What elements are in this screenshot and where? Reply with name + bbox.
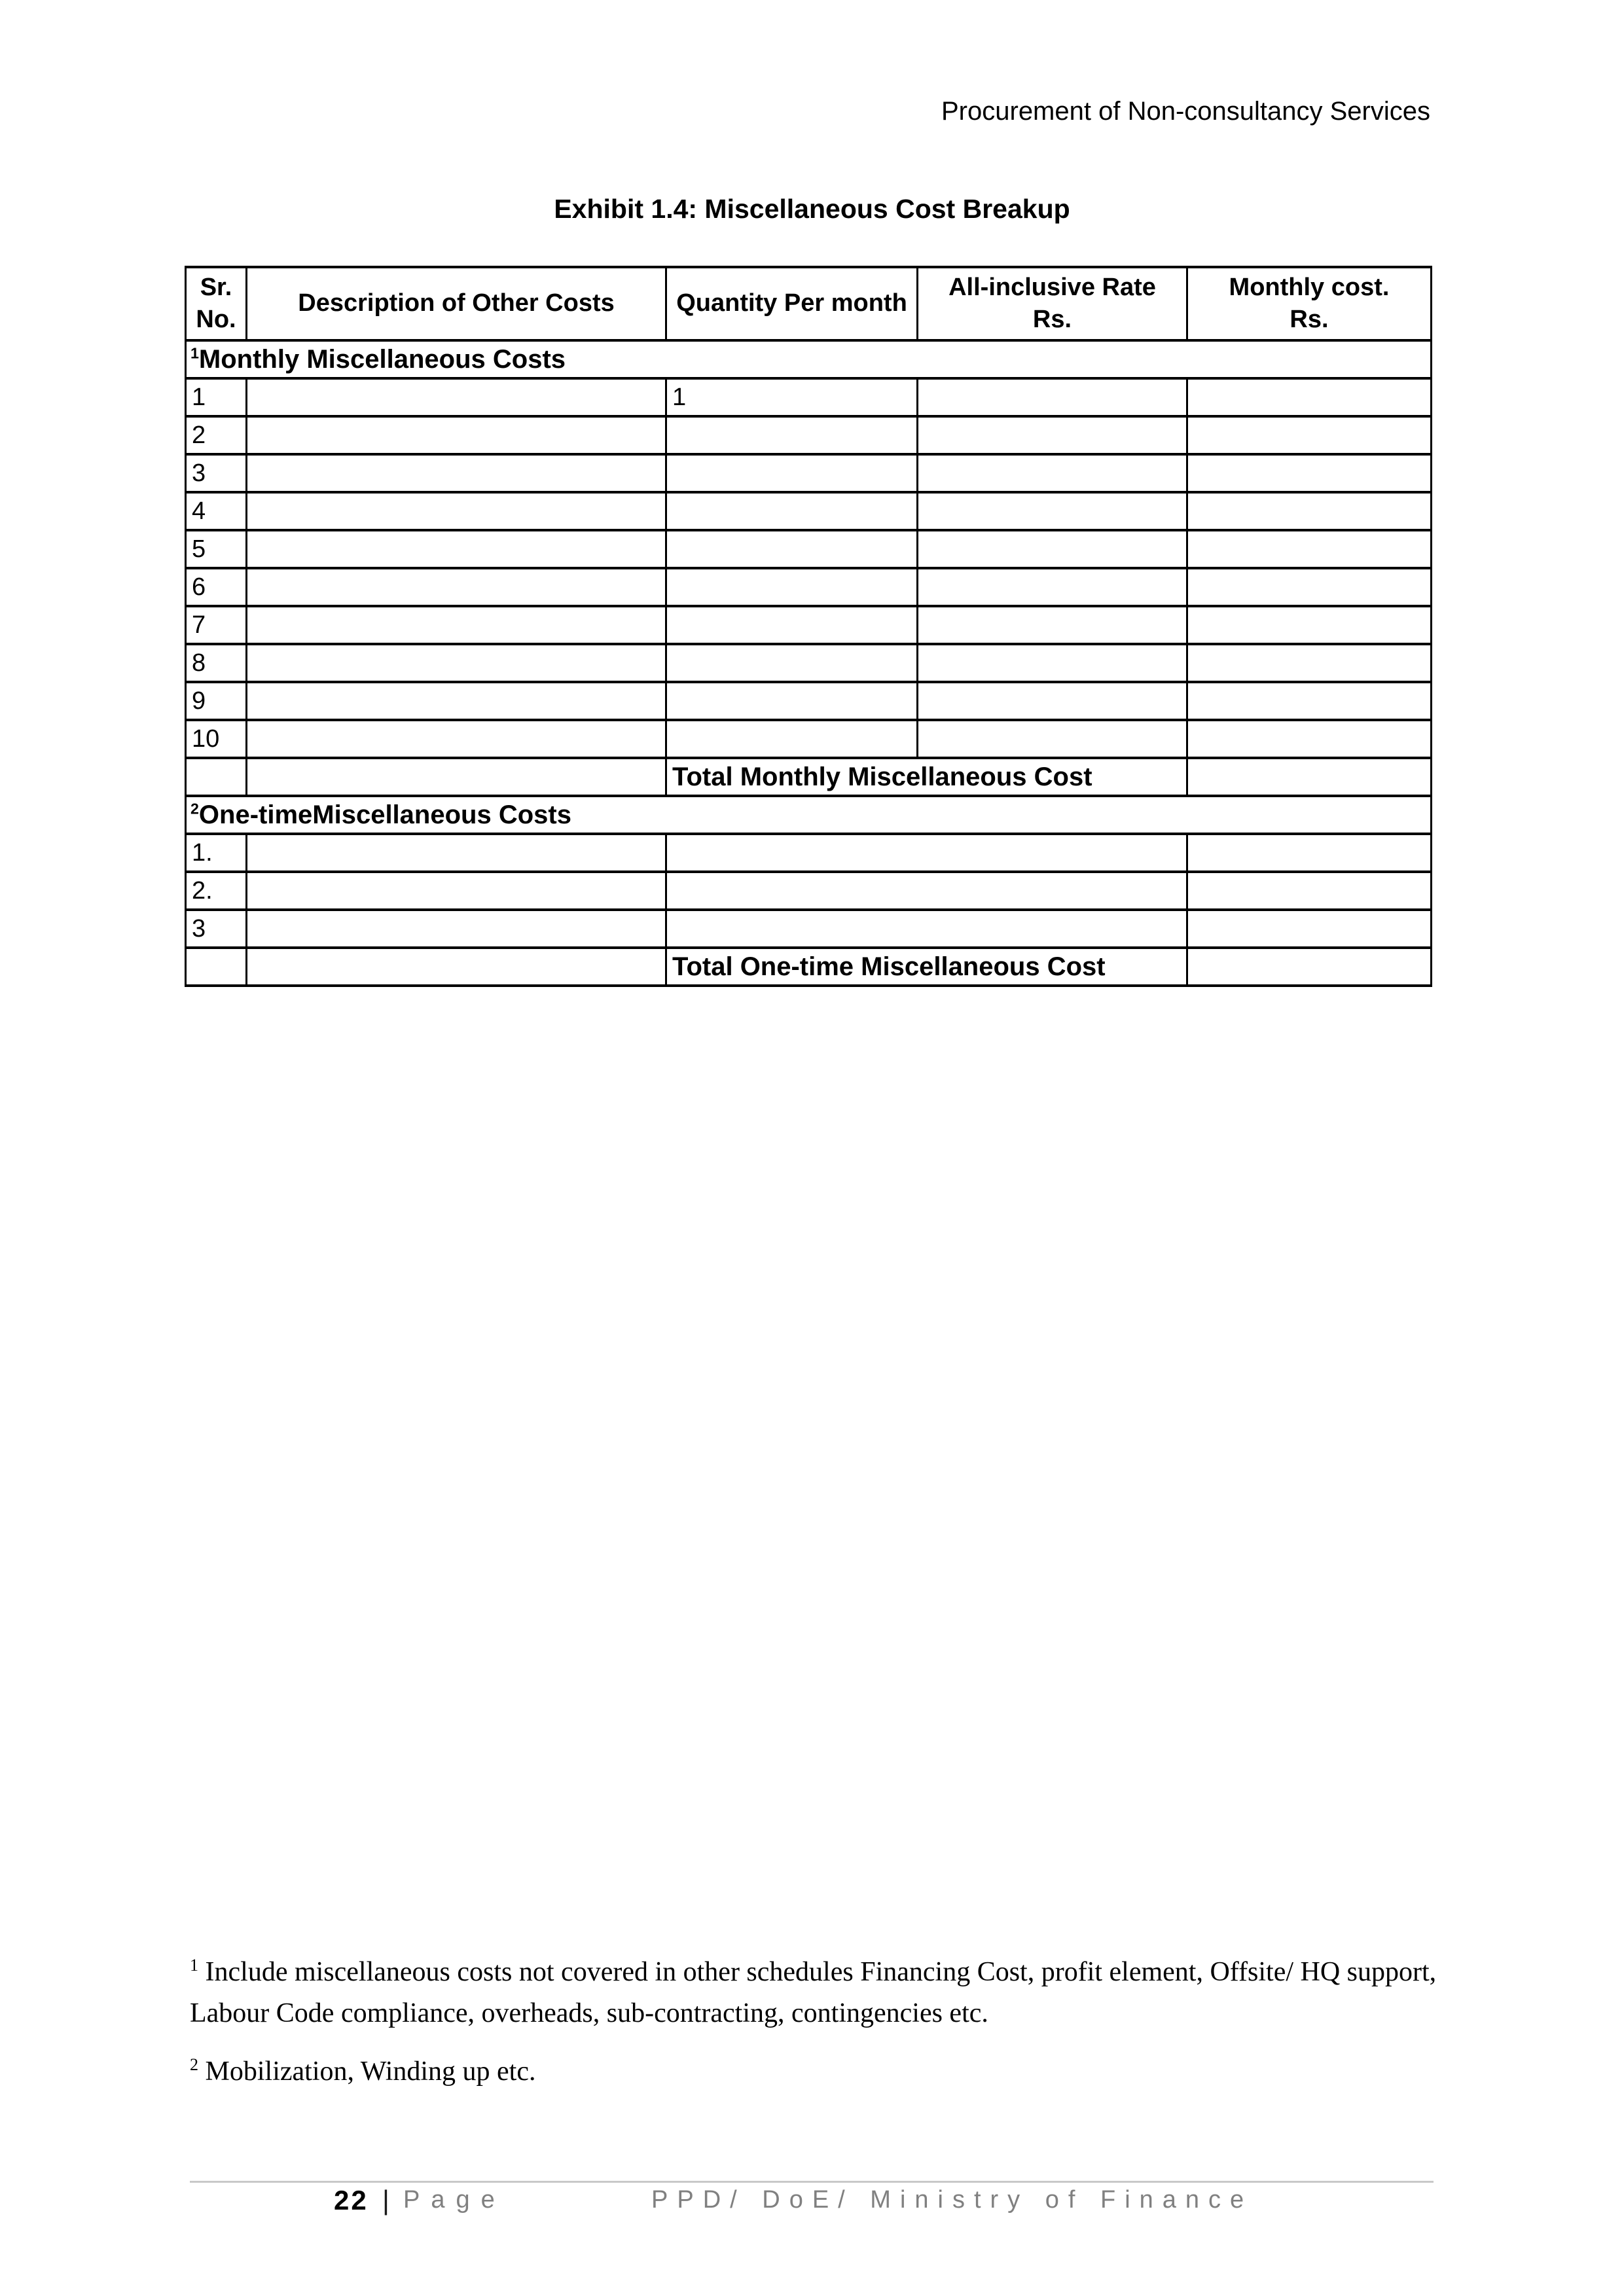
monthly-cost-cell — [1187, 834, 1432, 872]
total-row — [186, 948, 1432, 986]
quantity-cell — [666, 606, 918, 644]
quantity-cell — [666, 682, 918, 720]
sr-cell: 1 — [186, 378, 247, 416]
description-cell — [247, 834, 666, 872]
footer-bar: | — [382, 2185, 389, 2215]
data-row — [186, 416, 1432, 454]
quantity-cell — [666, 416, 918, 454]
footer-page-word: Page — [403, 2186, 506, 2214]
footnote-2 — [190, 2051, 1437, 2092]
description-cell — [247, 416, 666, 454]
data-row — [186, 606, 1432, 644]
description-cell — [247, 720, 666, 758]
page-header-right: Procurement of Non-consultancy Services — [941, 97, 1430, 126]
table-head — [186, 267, 1432, 340]
quantity-cell — [666, 454, 918, 492]
description-cell — [247, 492, 666, 530]
sr-cell: 1. — [186, 834, 247, 872]
column-header-2: Quantity Per month — [666, 267, 918, 340]
quantity-rate-cell — [666, 834, 1187, 872]
rate-cell — [918, 644, 1187, 682]
total-label-cell: Total One-time Miscellaneous Cost — [666, 948, 1187, 986]
section-title-cell: $^1$Monthly Miscellaneous Costs — [186, 340, 1432, 378]
monthly-cost-cell — [1187, 378, 1432, 416]
section-superscript: 2 — [190, 800, 199, 817]
table-header-row — [186, 267, 1432, 340]
column-header-3: All-inclusive Rate Rs. — [918, 267, 1187, 340]
description-cell — [247, 758, 666, 796]
data-row — [186, 492, 1432, 530]
monthly-cost-cell — [1187, 454, 1432, 492]
sr-cell: 8 — [186, 644, 247, 682]
rate-cell — [918, 720, 1187, 758]
data-row — [186, 530, 1432, 568]
sr-cell: 9 — [186, 682, 247, 720]
sr-cell: 7 — [186, 606, 247, 644]
footer-separator-line — [190, 2181, 1434, 2183]
sr-cell: 2. — [186, 872, 247, 910]
sr-cell: 4 — [186, 492, 247, 530]
description-cell — [247, 948, 666, 986]
data-row — [186, 872, 1432, 910]
data-row — [186, 910, 1432, 948]
monthly-cost-cell — [1187, 492, 1432, 530]
data-row — [186, 454, 1432, 492]
description-cell — [247, 682, 666, 720]
sr-cell — [186, 758, 247, 796]
monthly-cost-cell — [1187, 530, 1432, 568]
miscellaneous-cost-table — [185, 266, 1432, 987]
description-cell — [247, 568, 666, 606]
section-row-0 — [186, 340, 1432, 378]
monthly-cost-cell — [1187, 910, 1432, 948]
quantity-cell — [666, 568, 918, 606]
sr-cell: 3 — [186, 454, 247, 492]
description-cell — [247, 530, 666, 568]
sr-cell: 6 — [186, 568, 247, 606]
sr-cell: 5 — [186, 530, 247, 568]
quantity-cell: 1 — [666, 378, 918, 416]
table-body — [186, 340, 1432, 986]
monthly-cost-cell — [1187, 720, 1432, 758]
section-superscript: 1 — [190, 344, 199, 362]
section-row-1 — [186, 796, 1432, 834]
data-row — [186, 720, 1432, 758]
footnote-1 — [190, 1952, 1437, 2034]
quantity-cell — [666, 530, 918, 568]
sr-cell: 2 — [186, 416, 247, 454]
section-title-cell: $^2$One-timeMiscellaneous Costs — [186, 796, 1432, 834]
data-row — [186, 682, 1432, 720]
rate-cell — [918, 454, 1187, 492]
footnotes — [190, 1952, 1437, 2092]
column-header-0: Sr. No. — [186, 267, 247, 340]
footnote-1-marker: 1 — [190, 1956, 199, 1975]
monthly-cost-cell — [1187, 872, 1432, 910]
rate-cell — [918, 682, 1187, 720]
page-footer — [0, 2185, 1624, 2231]
data-row — [186, 834, 1432, 872]
total-label-cell: Total Monthly Miscellaneous Cost — [666, 758, 1187, 796]
data-row — [186, 644, 1432, 682]
monthly-cost-cell — [1187, 948, 1432, 986]
rate-cell — [918, 492, 1187, 530]
monthly-cost-cell — [1187, 416, 1432, 454]
page-number: 22 — [334, 2185, 369, 2215]
rate-cell — [918, 416, 1187, 454]
footnote-2-text: Mobilization, Winding up etc. — [205, 2056, 536, 2087]
monthly-cost-cell — [1187, 606, 1432, 644]
footnote-2-marker: 2 — [190, 2055, 199, 2074]
column-header-4: Monthly cost. Rs. — [1187, 267, 1432, 340]
rate-cell — [918, 378, 1187, 416]
description-cell — [247, 910, 666, 948]
description-cell — [247, 378, 666, 416]
sr-cell — [186, 948, 247, 986]
rate-cell — [918, 530, 1187, 568]
footer-organization: PPD/ DoE/ Ministry of Finance — [651, 2186, 1254, 2214]
monthly-cost-cell — [1187, 682, 1432, 720]
quantity-rate-cell — [666, 910, 1187, 948]
description-cell — [247, 454, 666, 492]
data-row — [186, 568, 1432, 606]
exhibit-title: Exhibit 1.4: Miscellaneous Cost Breakup — [554, 194, 1070, 224]
quantity-cell — [666, 492, 918, 530]
monthly-cost-cell — [1187, 568, 1432, 606]
monthly-cost-cell — [1187, 644, 1432, 682]
quantity-cell — [666, 644, 918, 682]
quantity-cell — [666, 720, 918, 758]
column-header-1: Description of Other Costs — [247, 267, 666, 340]
rate-cell — [918, 568, 1187, 606]
sr-cell: 3 — [186, 910, 247, 948]
quantity-rate-cell — [666, 872, 1187, 910]
data-row — [186, 378, 1432, 416]
footnote-1-text: Include miscellaneous costs not covered in other schedules Financing Cost, profit element, Offsite/ HQ support, Labour Code compliance, overheads, sub-contracting, contingencies etc. — [190, 1957, 1437, 2028]
description-cell — [247, 644, 666, 682]
sr-cell: 10 — [186, 720, 247, 758]
description-cell — [247, 606, 666, 644]
monthly-cost-cell — [1187, 758, 1432, 796]
total-row — [186, 758, 1432, 796]
description-cell — [247, 872, 666, 910]
rate-cell — [918, 606, 1187, 644]
